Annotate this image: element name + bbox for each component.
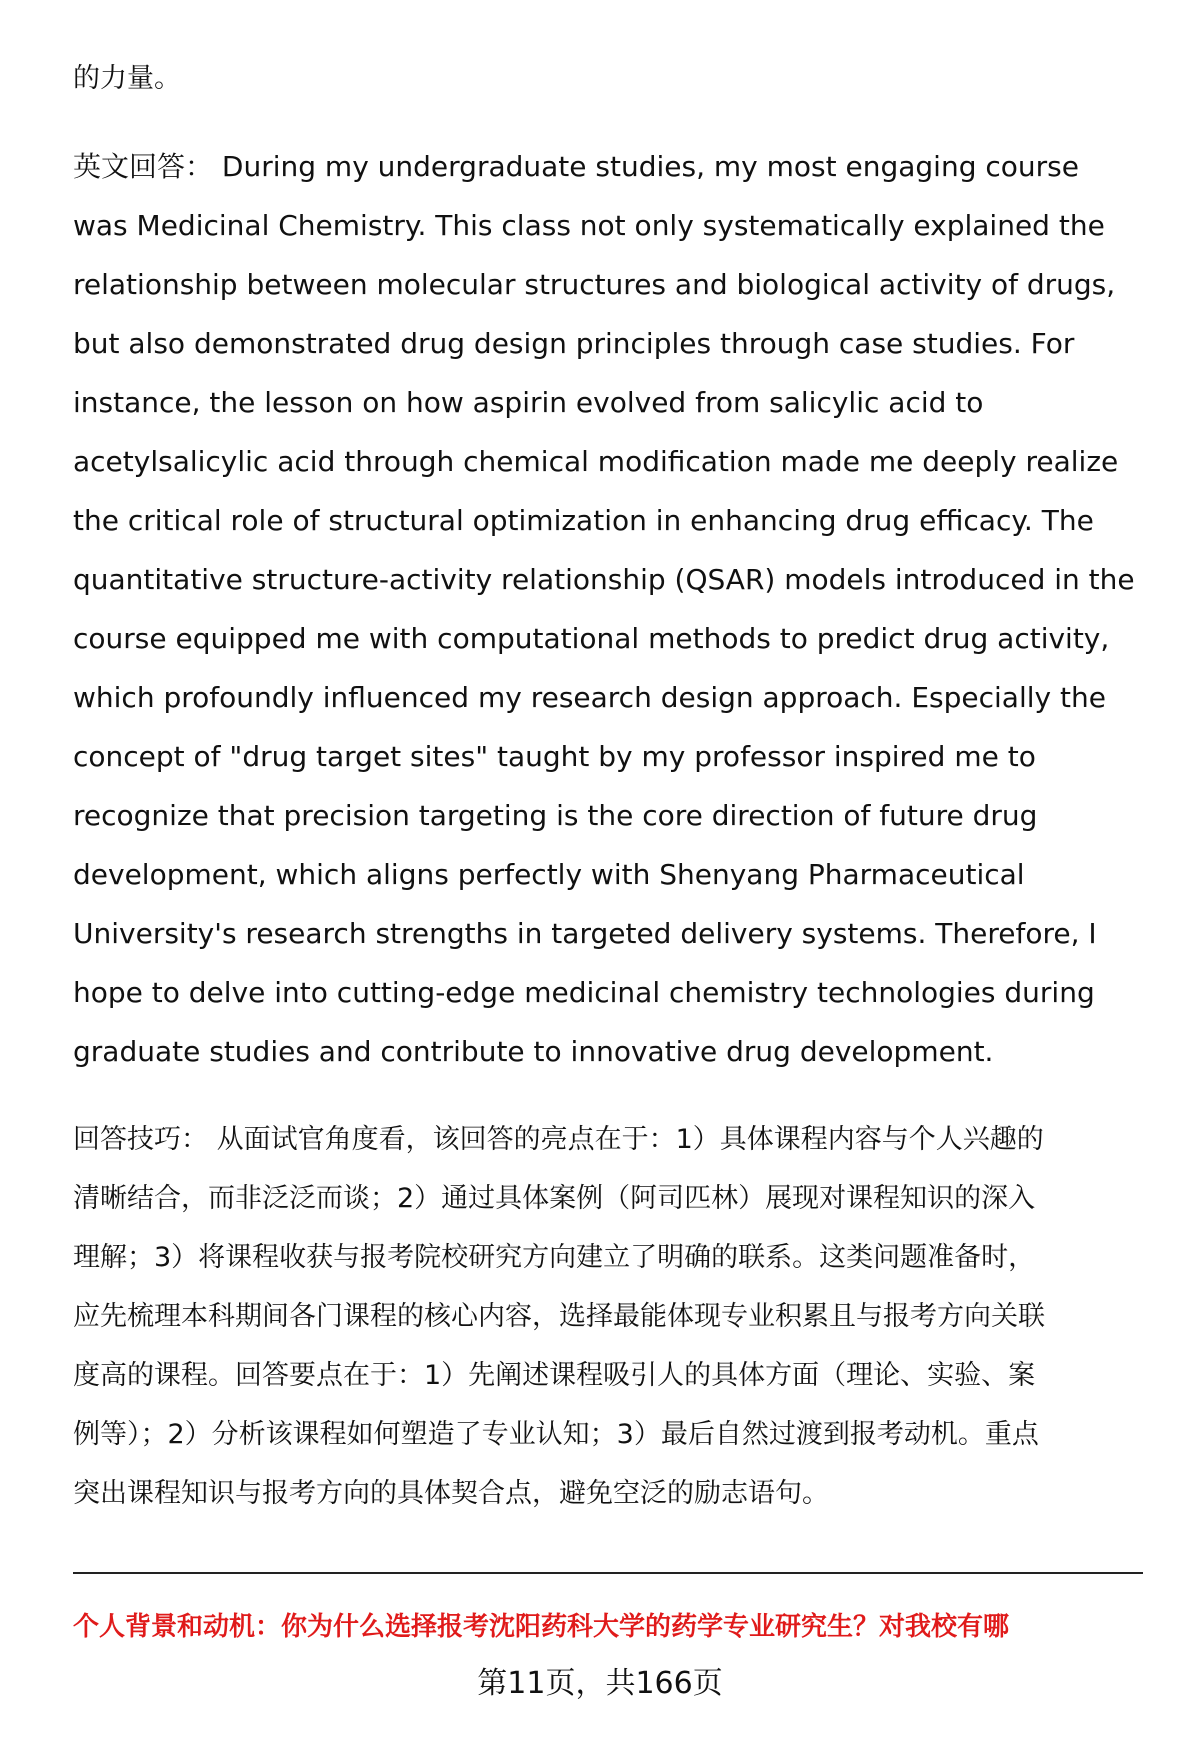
english-line: 英文回答： During my undergraduate studies, my most engaging course xyxy=(73,150,1079,183)
page-number: 第11页，共166页 xyxy=(477,1666,723,1701)
english-line: instance, the lesson on how aspirin evolved from salicylic acid to xyxy=(73,386,984,419)
english-line: quantitative structure-activity relationship (QSAR) models introduced in the xyxy=(73,563,1135,596)
english-line: course equipped me with computational methods to predict drug activity, xyxy=(73,622,1110,655)
english-line: recognize that precision targeting is the core direction of future drug xyxy=(73,799,1038,832)
tips-line: 清晰结合，而非泛泛而谈；2）通过具体案例（阿司匹林）展现对课程知识的深入 xyxy=(73,1183,1036,1214)
english-line: acetylsalicylic acid through chemical modification made me deeply realize xyxy=(73,445,1119,478)
tips-line: 回答技巧： 从面试官角度看，该回答的亮点在于：1）具体课程内容与个人兴趣的 xyxy=(73,1124,1044,1155)
english-line: hope to delve into cutting-edge medicinal chemistry technologies during xyxy=(73,976,1095,1009)
tips-line: 度高的课程。回答要点在于：1）先阐述课程吸引人的具体方面（理论、实验、案 xyxy=(73,1360,1036,1391)
tips-line: 应先梳理本科期间各门课程的核心内容，选择最能体现专业积累且与报考方向关联 xyxy=(73,1301,1045,1332)
english-line: was Medicinal Chemistry. This class not only systematically explained the xyxy=(73,209,1105,242)
tips-line: 理解；3）将课程收获与报考院校研究方向建立了明确的联系。这类问题准备时， xyxy=(73,1242,1036,1273)
english-line: the critical role of structural optimization in enhancing drug efficacy. The xyxy=(73,504,1094,537)
tips-line: 突出课程知识与报考方向的具体契合点，避免空泛的励志语句。 xyxy=(73,1478,829,1509)
english-line: development, which aligns perfectly with Shenyang Pharmaceutical xyxy=(73,858,1025,891)
tips-line: 例等）；2）分析该课程如何塑造了专业认知；3）最后自然过渡到报考动机。重点 xyxy=(73,1419,1039,1450)
english-line: concept of "drug target sites" taught by my professor inspired me to xyxy=(73,740,1036,773)
english-line: graduate studies and contribute to innovative drug development. xyxy=(73,1035,994,1068)
english-line: which profoundly influenced my research design approach. Especially the xyxy=(73,681,1106,714)
english-line: relationship between molecular structures and biological activity of drugs, xyxy=(73,268,1116,301)
section-divider xyxy=(73,1572,1143,1574)
english-line: University's research strengths in targeted delivery systems. Therefore, I xyxy=(73,917,1097,950)
next-question-heading: 个人背景和动机：你为什么选择报考沈阳药科大学的药学专业研究生？对我校有哪 xyxy=(73,1612,1010,1642)
continuation-text: 的力量。 xyxy=(73,63,181,94)
english-line: but also demonstrated drug design principles through case studies. For xyxy=(73,327,1075,360)
